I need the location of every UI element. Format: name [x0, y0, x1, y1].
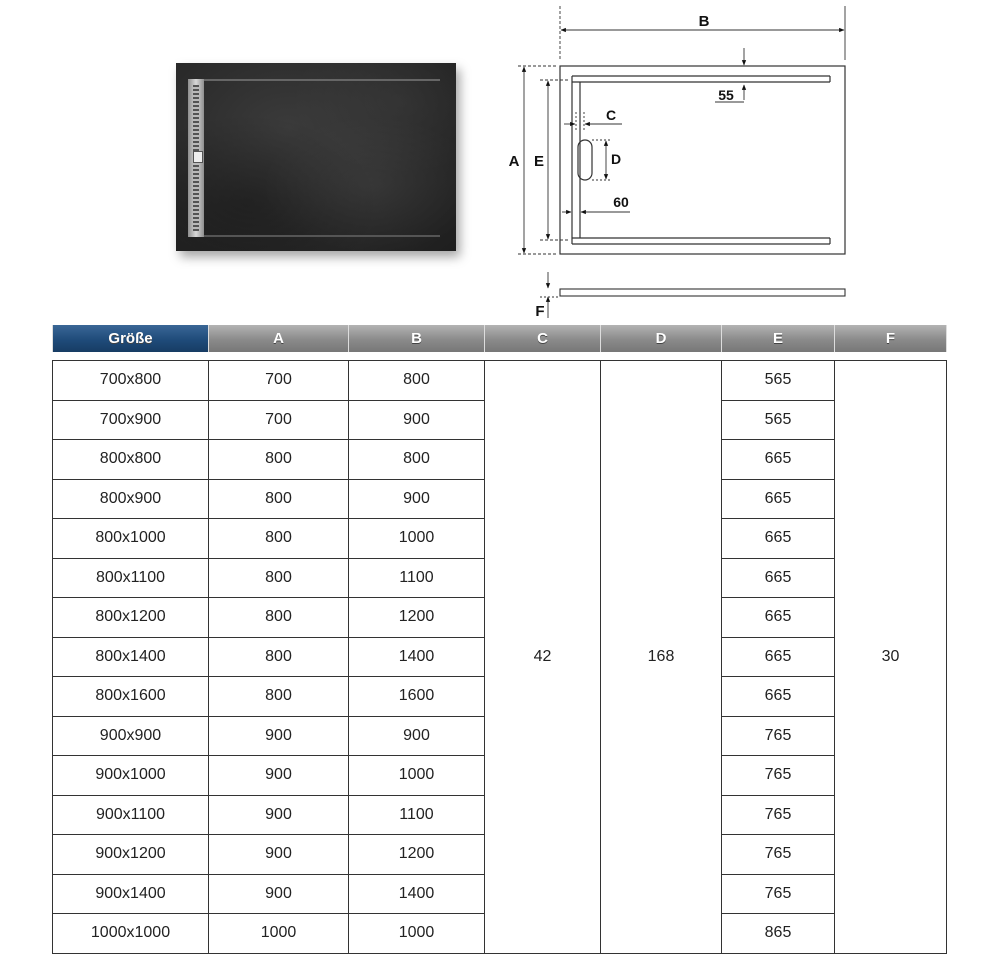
- cell-size: 900x1000: [53, 756, 209, 796]
- cell-b: 800: [349, 440, 485, 480]
- header-d: D: [601, 325, 722, 352]
- cell-size: 800x800: [53, 440, 209, 480]
- header-b: B: [349, 325, 485, 352]
- label-b: B: [698, 13, 710, 30]
- cell-e: 765: [722, 835, 835, 875]
- cell-e: 765: [722, 795, 835, 835]
- cell-size: 900x1400: [53, 874, 209, 914]
- cell-a: 900: [209, 795, 349, 835]
- header-size: Größe: [53, 325, 209, 352]
- cell-a: 800: [209, 519, 349, 559]
- table-row: [53, 361, 947, 401]
- cell-size: 700x900: [53, 400, 209, 440]
- cell-a: 900: [209, 756, 349, 796]
- cell-a: 900: [209, 874, 349, 914]
- label-a: A: [508, 153, 520, 170]
- cell-f-shared: 30: [835, 361, 947, 954]
- cell-a: 700: [209, 361, 349, 401]
- cell-size: 800x1600: [53, 677, 209, 717]
- cell-a: 800: [209, 558, 349, 598]
- label-60: 60: [613, 194, 629, 210]
- cell-b: 1100: [349, 558, 485, 598]
- cell-c-shared: 42: [485, 361, 601, 954]
- cell-e: 665: [722, 598, 835, 638]
- cell-b: 900: [349, 716, 485, 756]
- cell-size: 900x900: [53, 716, 209, 756]
- cell-e: 565: [722, 400, 835, 440]
- cell-size: 900x1200: [53, 835, 209, 875]
- label-e: E: [533, 153, 545, 170]
- cell-b: 1400: [349, 874, 485, 914]
- cell-e: 565: [722, 361, 835, 401]
- cell-e: 665: [722, 677, 835, 717]
- cell-size: 1000x1000: [53, 914, 209, 954]
- left-channel: [572, 76, 580, 244]
- cell-a: 800: [209, 479, 349, 519]
- tray-edge-bottom: [204, 235, 440, 237]
- cell-a: 1000: [209, 914, 349, 954]
- cell-size: 800x1100: [53, 558, 209, 598]
- bottom-channel: [572, 238, 830, 244]
- cell-e: 665: [722, 479, 835, 519]
- technical-drawing: [500, 0, 860, 325]
- slate-texture: [176, 63, 456, 251]
- cell-a: 800: [209, 440, 349, 480]
- cell-size: 800x900: [53, 479, 209, 519]
- cell-e: 665: [722, 519, 835, 559]
- cell-b: 1000: [349, 756, 485, 796]
- cell-a: 800: [209, 598, 349, 638]
- cell-b: 1600: [349, 677, 485, 717]
- cell-a: 900: [209, 835, 349, 875]
- cell-d-shared: 168: [601, 361, 722, 954]
- cell-b: 900: [349, 479, 485, 519]
- cell-b: 1100: [349, 795, 485, 835]
- label-f: F: [535, 303, 545, 320]
- top-channel: [572, 76, 830, 82]
- cell-b: 800: [349, 361, 485, 401]
- cell-e: 665: [722, 558, 835, 598]
- cell-a: 900: [209, 716, 349, 756]
- size-table: [52, 325, 947, 954]
- cell-size: 800x1000: [53, 519, 209, 559]
- cell-b: 1400: [349, 637, 485, 677]
- cell-size: 800x1400: [53, 637, 209, 677]
- cell-size: 800x1200: [53, 598, 209, 638]
- cell-a: 700: [209, 400, 349, 440]
- label-c: C: [605, 107, 617, 123]
- product-photo: [176, 63, 456, 251]
- cell-b: 1000: [349, 519, 485, 559]
- cell-b: 1000: [349, 914, 485, 954]
- tray-edge-top: [204, 79, 440, 81]
- cell-b: 1200: [349, 598, 485, 638]
- cell-size: 900x1100: [53, 795, 209, 835]
- header-e: E: [722, 325, 835, 352]
- label-55: 55: [718, 87, 734, 103]
- cell-e: 765: [722, 756, 835, 796]
- tray-profile: [560, 289, 845, 296]
- header-a: A: [209, 325, 349, 352]
- cell-e: 665: [722, 637, 835, 677]
- cell-e: 765: [722, 874, 835, 914]
- tray-outline: [560, 66, 845, 254]
- cell-a: 800: [209, 677, 349, 717]
- table-header-row: [53, 325, 947, 352]
- cell-a: 800: [209, 637, 349, 677]
- cell-e: 665: [722, 440, 835, 480]
- header-f: F: [835, 325, 947, 352]
- cell-b: 900: [349, 400, 485, 440]
- header-c: C: [485, 325, 601, 352]
- cell-e: 865: [722, 914, 835, 954]
- cell-e: 765: [722, 716, 835, 756]
- label-d: D: [610, 151, 622, 167]
- cell-b: 1200: [349, 835, 485, 875]
- cell-size: 700x800: [53, 361, 209, 401]
- drain-strainer: [193, 151, 203, 163]
